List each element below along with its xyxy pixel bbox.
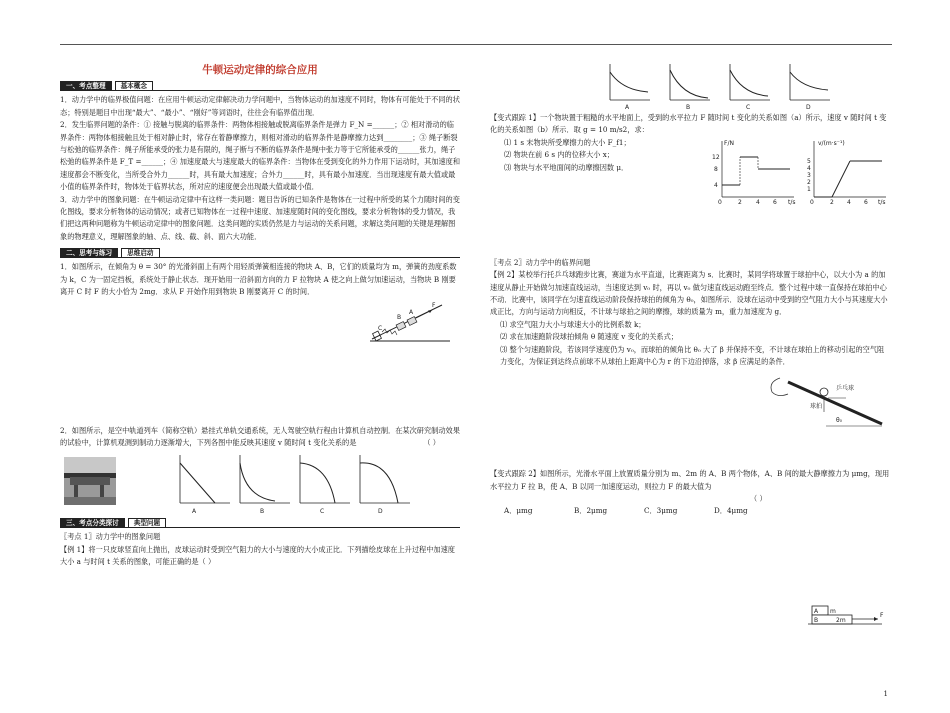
section-label: 三、考点分类探讨 <box>60 518 125 528</box>
graph-b-xlabel: t/s <box>878 198 886 206</box>
fig-label-b: B <box>397 313 402 321</box>
label-ball: 乒乓球 <box>836 385 855 393</box>
force-label: F <box>880 612 884 619</box>
paragraph-3: 3．动力学中的图象问题：在牛顿运动定律中有这样一类问题：题目告诉的已知条件是物体在一过程中所受的某个力随时间的变化图线，要求分析物体的运动情况；或者已知物体在一过程中速度、加速度随时间的变化图线，要求分析物体的受力情况，我们把这两种问题称为牛顿运动定律中的图象问题．这类问题的实质仍然是力与运动的关系问题，求解这类问题的关键是理解图象的物理意义，理解图象的轴、点、线、截、斜、面六大功能． <box>60 194 460 241</box>
right-column <box>490 62 890 624</box>
section-tag: 典型问题 <box>128 518 166 528</box>
document-title: 牛顿运动定律的综合应用 <box>202 64 318 76</box>
graph-b-ylabel: v/(m·s⁻¹) <box>818 139 845 147</box>
xtick: 6 <box>773 198 777 206</box>
answer-paren: （ ） <box>750 494 767 504</box>
xtick: 4 <box>756 198 760 206</box>
answer-paren: （ ） <box>423 437 440 447</box>
kaodian-2-title: 〖考点 2〗动力学中的临界问题 <box>490 257 591 267</box>
graph-a-xlabel: t/s <box>788 198 796 206</box>
at-graph-b <box>670 64 710 111</box>
blocks-figure <box>808 604 888 630</box>
section-header-3 <box>60 517 460 528</box>
racket-figure-area <box>490 368 890 438</box>
label-racket: 球拍 <box>810 403 823 411</box>
ytick: 3 <box>807 171 811 179</box>
variant-1: 【变式跟踪 1】一个物块置于粗糙的水平地面上，受到的水平拉力 F 随时间 t 变化的关系如图（a）所示，速度 v 随时间 t 变化的关系如图（b）所示．取 g = 10 m/s2，求： <box>490 113 887 135</box>
section-header-1 <box>60 80 460 91</box>
option-label: A <box>192 508 197 516</box>
variant-1-questions <box>504 137 704 174</box>
question-2 <box>60 425 460 450</box>
graph-option-b <box>240 455 290 515</box>
fig-label-f: F <box>432 301 436 309</box>
graph-option-a <box>180 455 230 515</box>
block-a-mass: m <box>830 608 836 615</box>
option-label: D <box>378 508 383 516</box>
option-d: D．4μmg <box>714 506 748 516</box>
section-tag: 基本概念 <box>115 81 153 91</box>
option-label: A <box>625 104 630 111</box>
block-b-mass: 2m <box>836 617 846 624</box>
at-graph-d <box>790 64 830 111</box>
option-b: B．2μmg <box>574 506 608 516</box>
q2-graphs <box>60 449 460 515</box>
at-graph-c <box>730 64 770 111</box>
incline-figure <box>60 299 460 347</box>
racket-figure <box>490 368 890 438</box>
label-angle: θ₀ <box>836 417 843 425</box>
example-2-q1: ⑴ 求空气阻力大小与球速大小的比例系数 k； <box>500 319 646 329</box>
paragraph-1: 1．动力学中的临界极值问题：在应用牛顿运动定律解决动力学问题中，当物体运动的加速度不同时，物体有可能处于不同的状态；特别是题目中出现“最大”、“最小”、“刚好”等词语时，往往会有临界值出现． <box>60 95 460 117</box>
block-b-label: B <box>814 617 819 624</box>
ytick: 8 <box>714 165 718 173</box>
question-2-text: 2．如图所示，是空中轨道列车（简称空轨）悬挂式单轨交通系统，无人驾驶空轨行程由计算机自动控制．在某次研究制动效果的试验中，计算机观测到制动力逐渐增大，下列各图中能反映其速度 v 随时间 t 变化关系的是 <box>60 425 460 447</box>
graph-a-ylabel: F/N <box>724 139 734 147</box>
at-graph-a <box>610 64 650 111</box>
variant-1-q1: ⑴ 1 s 末物块所受摩擦力的大小 F_f1； <box>504 137 631 147</box>
kaodian-1-title: 〖考点 1〗动力学中的图象问题 <box>60 532 161 542</box>
variant-2-options <box>490 505 890 517</box>
variant-2-text: 【变式跟踪 2】如图所示，光滑水平面上放置质量分别为 m、2m 的 A、B 两个物体，A、B 间的最大静摩擦力为 μmg，现用水平拉力 F 拉 B，使 A、B 以同一加速度运动，则拉力 F 的最大值为 <box>490 469 890 491</box>
left-column <box>60 58 460 569</box>
xtick: 0 <box>718 198 722 206</box>
example-1: 【例 1】将一只皮球竖直向上抛出，皮球运动时受到空气阻力的大小与速度的大小成正比．下列描绘皮球在上升过程中加速度大小 a 与时间 t 关系的图象，可能正确的是（ ） <box>60 544 455 567</box>
xtick: 0 <box>810 198 814 206</box>
section-label: 二、思考与练习 <box>60 248 118 258</box>
a-t-graphs <box>490 62 890 112</box>
option-label: D <box>806 104 811 111</box>
variant-1-graphs <box>710 137 890 207</box>
option-c: C．3μmg <box>644 506 678 516</box>
section-tag: 思维启动 <box>121 248 159 258</box>
section-header-2 <box>60 247 460 258</box>
option-label: B <box>260 508 265 516</box>
header-rule <box>60 44 892 45</box>
ytick: 12 <box>712 153 720 161</box>
incline-figure-area <box>60 299 460 347</box>
xtick: 6 <box>864 198 868 206</box>
xtick: 2 <box>830 198 834 206</box>
variant-2 <box>490 468 890 493</box>
graph-v-t <box>807 140 886 206</box>
variant-1-q2: ⑵ 物块在前 6 s 内的位移大小 x； <box>504 150 614 160</box>
example-1-graphs <box>490 62 890 112</box>
option-label: B <box>686 104 691 111</box>
xtick: 4 <box>847 198 851 206</box>
graph-option-c <box>300 455 350 515</box>
ytick: 4 <box>714 181 718 189</box>
xtick: 2 <box>738 198 742 206</box>
example-2-q2: ⑵ 求在加速跑阶段球拍倾角 θ 随速度 v 变化的关系式； <box>500 332 678 342</box>
question-1: 1．如图所示，在倾角为 θ = 30° 的光滑斜面上有两个用轻质弹簧相连接的物块 A、B，它们的质量均为 m，弹簧的劲度系数为 k，C 为一固定挡板，系统处于静止状态．现开始用一沿斜面方向的力 F 拉物块 A 使之向上做匀加速运动，当物块 B 刚要离开 C 时 F 的大小恰为 2mg．求从 F 开始作用到物块 B 刚要离开 C 的时间． <box>60 262 457 297</box>
variant-1-q3: ⑶ 物块与水平地面间的动摩擦因数 μ． <box>504 162 629 172</box>
fig-label-a: A <box>409 308 414 316</box>
paragraph-2: 2．发生临界问题的条件：① 接触与脱离的临界条件：两物体相接触或脱离临界条件是弹力 F_N =______；② 相对滑动的临界条件：两物体相接触且处于相对静止时，常存在着静摩擦力，则相对滑动的临界条件是静摩擦力达到________；③ 绳子断裂与松弛的临界条件：绳子所能承受的张力是有限的，绳子断与不断的临界条件是绳中张力等于它所能承受的______张力，绳子松弛的临界条件是 F_T =______；④ 加速度最大与速度最大的临界条件：当物体在受到变化的外力作用下运动时，其加速度和速度都会不断变化，当所受合外力______时，具有最大加速度；合外力______时，具有最小加速度．当出现速度有最大值或最小值的临界条件时，物体处于临界状态，所对应的速度便会出现最大值或最小值． <box>60 120 461 192</box>
example-2-q3: ⑶ 整个匀速跑阶段，若该同学速度仍为 v₀，而球拍的倾角比 θ₀ 大了 β 并保持不变，不计球在球拍上的移动引起的空气阻力变化，为保证到达终点前球不从球拍上距离中心为 r 的下边沿掉落，求 β 应满足的条件． <box>500 344 885 367</box>
page-number: 1 <box>883 690 888 698</box>
variant-1-body <box>490 137 890 207</box>
ytick: 2 <box>807 178 811 186</box>
graph-f-t <box>712 140 796 206</box>
ytick: 1 <box>807 185 811 193</box>
ytick: 4 <box>807 164 811 172</box>
variant-2-paren-row <box>490 493 890 505</box>
section-label: 一、考点整理 <box>60 81 112 91</box>
option-label: C <box>320 508 325 516</box>
option-label: C <box>746 104 751 111</box>
q2-figures <box>60 449 460 515</box>
option-a: A．μmg <box>504 506 533 516</box>
graph-option-d <box>360 455 410 515</box>
fig-label-c: C <box>378 324 383 332</box>
example-2: 【例 2】某校举行托乒乓球跑步比赛，赛道为水平直道，比赛距离为 s．比赛时，某同学将球置于球拍中心，以大小为 a 的加速度从静止开始做匀加速直线运动，当速度达到 v₀ 时，再以 v₀ 做匀速直线运动跑至终点．整个过程中球一直保持在球拍中心不动．比赛中，该同学在匀速直线运动阶段保持球拍的倾角为 θ₀，如图所示．设球在运动中受到的空气阻力大小与其速度大小成正比，方向与运动方向相反，不计球与球拍之间的摩擦，球的质量为 m，重力加速度为 g． <box>490 270 888 317</box>
ytick: 5 <box>807 157 811 165</box>
block-a-label: A <box>814 608 819 615</box>
